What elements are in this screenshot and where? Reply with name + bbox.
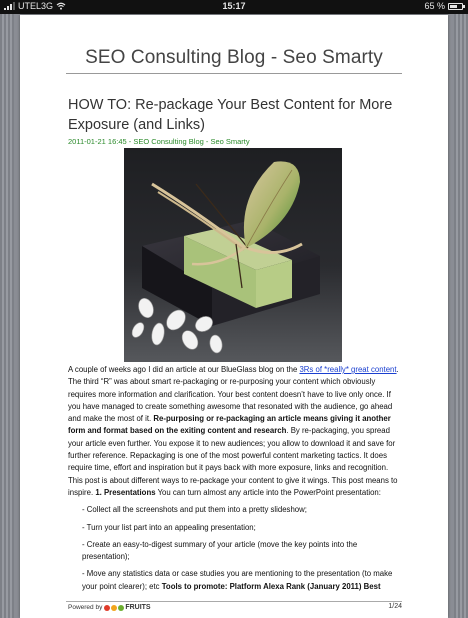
list-item: - Create an easy-to-digest summary of your article (move the key points into the presentation); bbox=[82, 539, 358, 562]
left-scroll-rail bbox=[0, 14, 14, 618]
battery-icon bbox=[448, 3, 463, 10]
powered-by-label: Powered by bbox=[68, 604, 103, 611]
article-body bbox=[68, 364, 404, 593]
section-heading-presentations: 1. Presentations bbox=[95, 487, 156, 497]
post-title: HOW TO: Re-package Your Best Content for More Exposure (and Links) bbox=[68, 97, 393, 133]
tools-heading: Tools to promote: Platform Alexa Rank (January 2011) Best bbox=[161, 581, 381, 591]
gift-box-with-leaf-photo bbox=[124, 148, 342, 362]
post-meta: 2011-01-21 16:45 - SEO Consulting Blog - Seo Smarty bbox=[68, 137, 250, 146]
3rs-article-link[interactable]: 3Rs of *really* great content bbox=[299, 365, 397, 374]
powered-by bbox=[68, 604, 151, 611]
carrier-name: UTEL3G bbox=[18, 1, 54, 11]
site-title: SEO Consulting Blog - Seo Smarty bbox=[85, 47, 383, 68]
list-item: - Turn your list part into an appealing presentation; bbox=[82, 522, 256, 532]
status-bar bbox=[0, 0, 468, 14]
battery-indicator bbox=[424, 1, 463, 11]
list-item: - Move any statistics data or case studies you are mentioning to the presentation (to make your point clearer); etc Tools to promote: Platform Alexa Rank (January 2011) Best bbox=[82, 569, 393, 591]
clock: 15:17 bbox=[222, 1, 246, 11]
document-page[interactable] bbox=[20, 15, 448, 618]
bold-definition: Re-purposing or re-packaging an article means giving it another form and format based on the exiting content and research bbox=[68, 414, 391, 436]
list-item: - Collect all the screenshots and put them into a pretty slideshow; bbox=[82, 505, 307, 515]
right-scroll-rail bbox=[454, 14, 468, 618]
battery-percent: 65 % bbox=[424, 1, 445, 11]
intro-paragraph: A couple of weeks ago I did an article at our BlueGlass blog on the 3Rs of *really* great content. The third “R” was about smart re-packaging or re-purposing your content which obviously requires more information and clarification. Your best content doesn’t have to live only once. If you have managed to create something awesome that resonated with the audience, go ahead and make the most of it. Re-purposing or re-packaging an article means giving it another form and format based on the exiting content and research. By re-packaging, you spread your article even further. You expose it to new audiences; you allow to download it and save for further reference. Repackaging is one of the most powerful content marketing tactics. It does require time, effort and inspiration but it pays back with more exposure, links and recognition. This post is about different ways to re-package your content to give it wings. This post means to inspire. 1. Presentations You can turn almost any article into the PowerPoint presentation: bbox=[68, 365, 399, 497]
title-divider bbox=[66, 73, 402, 74]
page-number: 1/24 bbox=[388, 603, 402, 610]
footer-divider bbox=[66, 601, 402, 602]
fruits-logo: FRUITS bbox=[104, 604, 150, 611]
